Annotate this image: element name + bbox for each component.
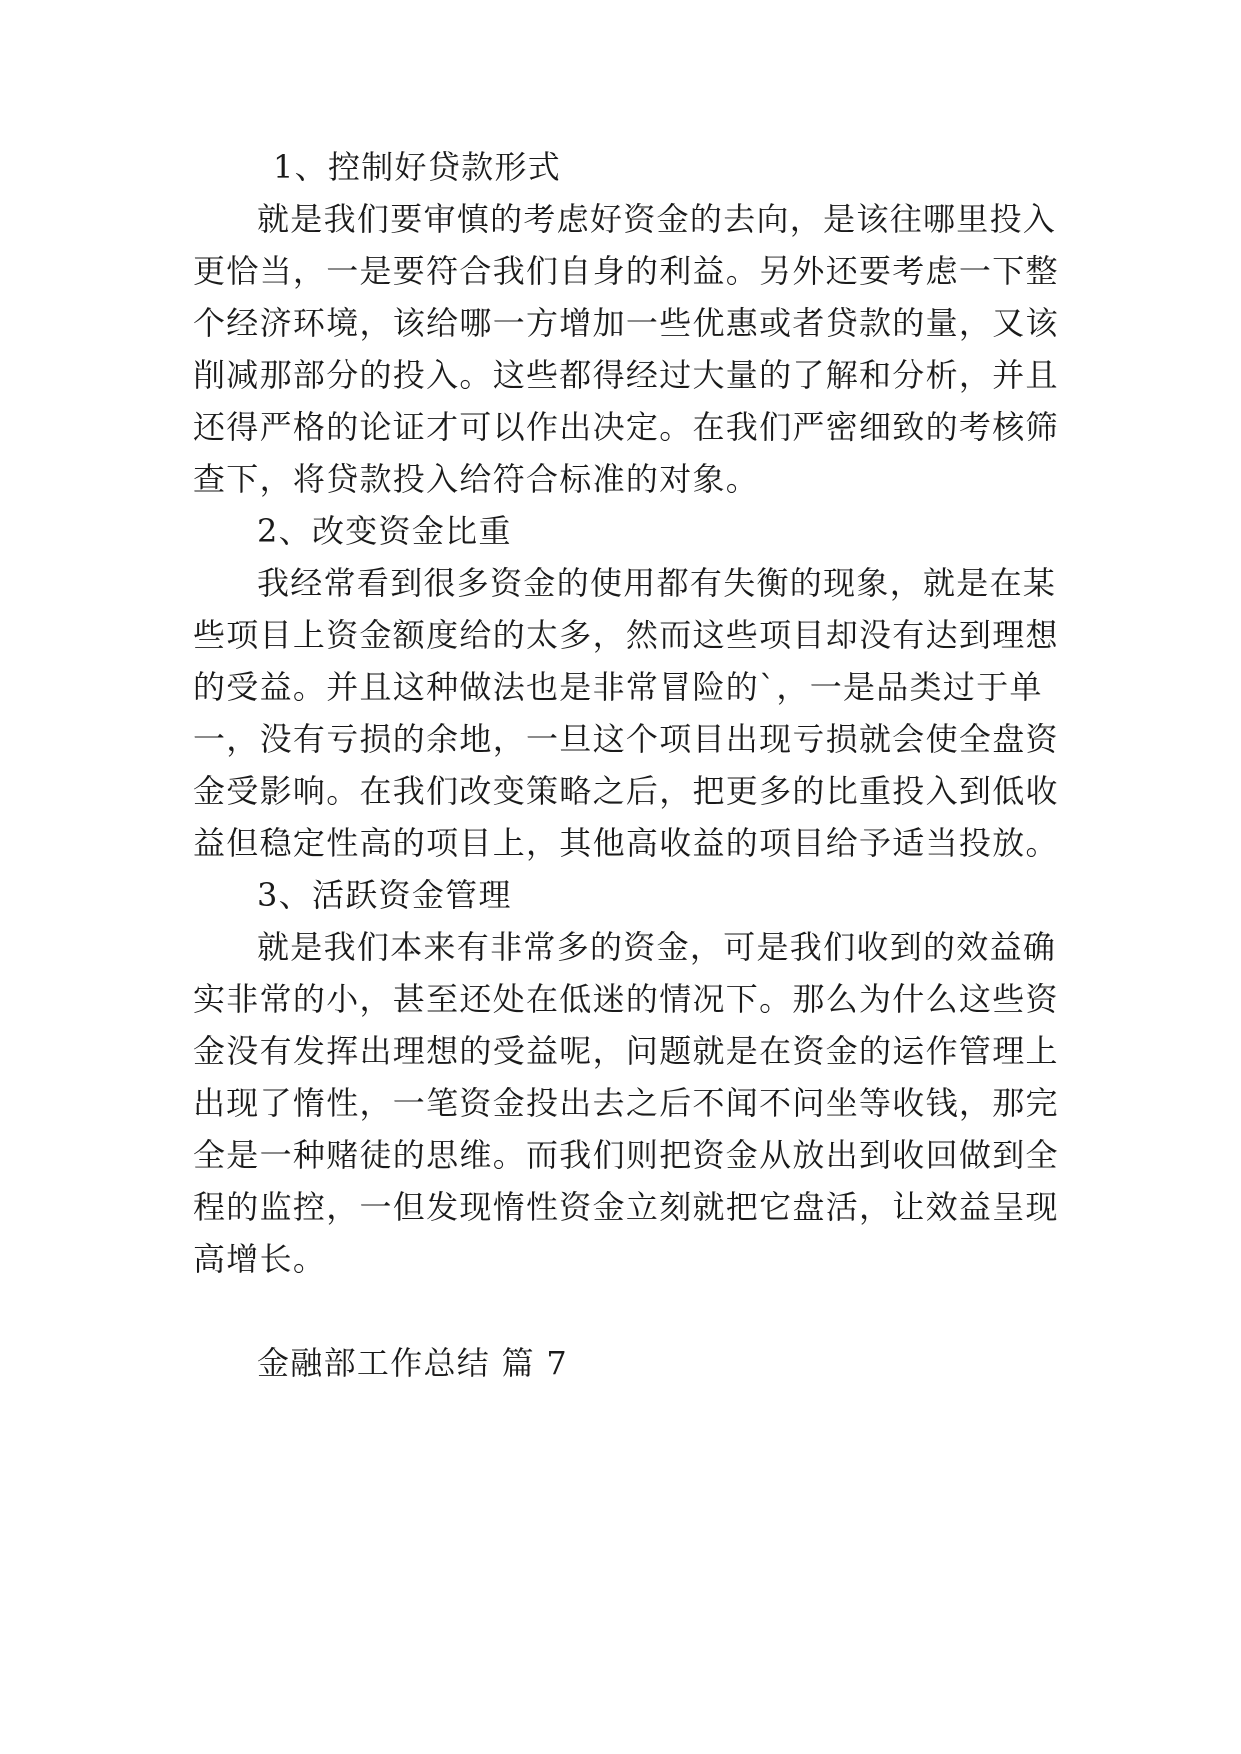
section-3-heading: 3、活跃资金管理 bbox=[257, 876, 512, 914]
section-3-line-1: 就是我们本来有非常多的资金，可是我们收到的效益确 bbox=[257, 928, 1057, 966]
section-3-line-7: 高增长。 bbox=[193, 1240, 327, 1278]
section-1-heading: 1、控制好贷款形式 bbox=[273, 148, 562, 186]
section-1-line-2: 更恰当，一是要符合我们自身的利益。另外还要考虑一下整 bbox=[193, 252, 1059, 290]
section-2-heading: 2、改变资金比重 bbox=[257, 512, 512, 550]
next-article-title: 金融部工作总结 篇 7 bbox=[257, 1344, 569, 1382]
section-1-line-6: 查下，将贷款投入给符合标准的对象。 bbox=[193, 460, 760, 498]
section-2-line-3: 的受益。并且这种做法也是非常冒险的`，一是品类过于单 bbox=[193, 668, 1043, 706]
section-3-line-4: 出现了惰性，一笔资金投出去之后不闻不问坐等收钱，那完 bbox=[193, 1084, 1059, 1122]
section-3-line-3: 金没有发挥出理想的受益呢，问题就是在资金的运作管理上 bbox=[193, 1032, 1059, 1070]
section-3-line-6: 程的监控，一但发现惰性资金立刻就把它盘活，让效益呈现 bbox=[193, 1188, 1059, 1226]
section-1-line-5: 还得严格的论证才可以作出决定。在我们严密细致的考核筛 bbox=[193, 408, 1059, 446]
section-2-line-4: 一，没有亏损的余地，一旦这个项目出现亏损就会使全盘资 bbox=[193, 720, 1059, 758]
section-1-line-4: 削减那部分的投入。这些都得经过大量的了解和分析，并且 bbox=[193, 356, 1059, 394]
section-2-line-1: 我经常看到很多资金的使用都有失衡的现象，就是在某 bbox=[257, 564, 1057, 602]
section-1-line-3: 个经济环境，该给哪一方增加一些优惠或者贷款的量，又该 bbox=[193, 304, 1059, 342]
section-1-line-1: 就是我们要审慎的考虑好资金的去向，是该往哪里投入 bbox=[257, 200, 1057, 238]
section-2-line-6: 益但稳定性高的项目上，其他高收益的项目给予适当投放。 bbox=[193, 824, 1059, 862]
section-3-line-5: 全是一种赌徒的思维。而我们则把资金从放出到收回做到全 bbox=[193, 1136, 1059, 1174]
section-3-line-2: 实非常的小，甚至还处在低迷的情况下。那么为什么这些资 bbox=[193, 980, 1059, 1018]
section-2-line-2: 些项目上资金额度给的太多，然而这些项目却没有达到理想 bbox=[193, 616, 1059, 654]
section-2-line-5: 金受影响。在我们改变策略之后，把更多的比重投入到低收 bbox=[193, 772, 1059, 810]
